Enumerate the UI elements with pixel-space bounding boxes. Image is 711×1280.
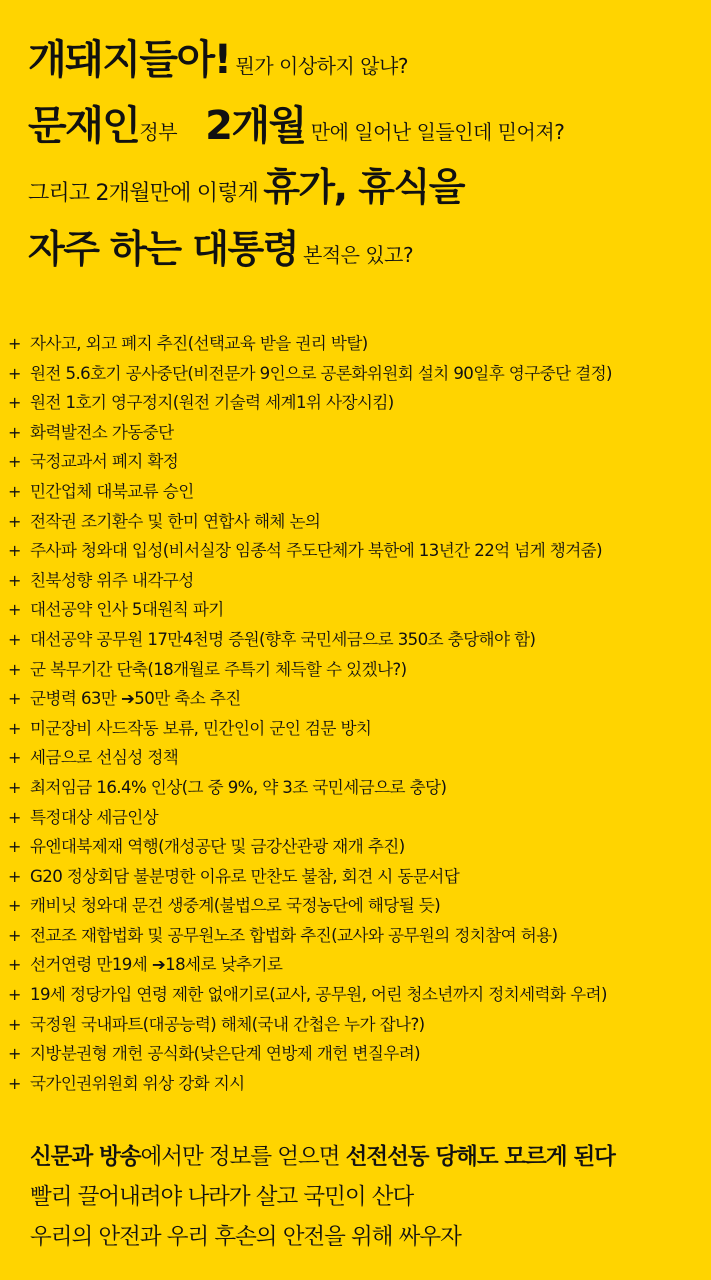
list-item: [8, 980, 708, 1010]
list-item-text: 선거연령 만19세 ➔18세로 낮추기로: [30, 955, 283, 975]
list-item-text: 캐비닛 청와대 문건 생중계(불법으로 국정농단에 해당될 듯): [30, 896, 441, 916]
headline-two-months: 2개월: [205, 103, 306, 149]
plus-bullet-icon: +: [8, 511, 21, 531]
closing-propaganda: 선전선동 당해도 모르게 된다: [345, 1144, 615, 1170]
plus-bullet-icon: +: [8, 985, 21, 1005]
plus-bullet-icon: +: [8, 481, 21, 501]
plus-bullet-icon: +: [8, 334, 21, 353]
list-item-text: G20 정상회담 불분명한 이유로 만찬도 불참, 회견 시 동문서답: [30, 866, 460, 886]
list-item: [8, 743, 708, 773]
list-item-text: 유엔대북제재 역행(개성공단 및 금강산관광 재개 추진): [30, 837, 405, 857]
closing-info-text: 에서만 정보를 얻으면: [140, 1144, 346, 1170]
plus-bullet-icon: +: [8, 777, 21, 797]
list-item-text: 세금으로 선심성 정책: [30, 748, 179, 768]
list-item-text: 대선공약 공무원 17만4천명 증원(향후 국민세금으로 350조 충당해야 함): [30, 629, 536, 649]
list-item-text: 민간업체 대북교류 승인: [30, 481, 194, 501]
list-item: [8, 921, 708, 951]
list-item-text: 지방분권형 개헌 공식화(낮은단계 연방제 개헌 변질우려): [30, 1044, 421, 1064]
headline-line-2: [28, 103, 565, 149]
list-item: [8, 891, 708, 921]
plus-bullet-icon: +: [8, 659, 21, 679]
plus-bullet-icon: +: [8, 1044, 21, 1064]
list-item-text: 군 복무기간 단축(18개월로 주특기 체득할 수 있겠나?): [30, 659, 407, 679]
plus-bullet-icon: +: [8, 837, 21, 857]
plus-bullet-icon: +: [8, 363, 21, 383]
list-item: [8, 536, 708, 566]
plus-bullet-icon: +: [8, 718, 21, 738]
list-item: [8, 625, 708, 655]
plus-bullet-icon: +: [8, 600, 21, 620]
list-item: [8, 507, 708, 537]
plus-bullet-icon: +: [8, 896, 21, 916]
plus-bullet-icon: +: [8, 807, 21, 827]
list-item: [8, 684, 708, 714]
list-item-text: 군병력 63만 ➔50만 축소 추진: [30, 689, 241, 709]
headline-ever-seen: 본적은 있고?: [303, 243, 414, 267]
list-item-text: 국정교과서 폐지 확정: [30, 452, 179, 472]
list-item-text: 특정대상 세금인상: [30, 807, 159, 827]
list-item-text: 전교조 재합법화 및 공무원노조 합법화 추진(교사와 공무원의 정치참여 허용): [30, 925, 558, 945]
headline-government: 정부: [139, 120, 178, 144]
headline-vacation: 휴가, 휴식을: [263, 165, 464, 209]
plus-bullet-icon: +: [8, 1014, 21, 1034]
headline-line-1: [28, 37, 408, 83]
headline-president: 자주 하는 대통령: [28, 227, 298, 271]
list-item-text: 전작권 조기환수 및 한미 연합사 해체 논의: [30, 511, 321, 531]
list-item: [8, 447, 708, 477]
list-item-text: 19세 정당가입 연령 제한 없애기로(교사, 공무원, 어린 청소년까지 정치세력화 우려): [30, 985, 607, 1005]
list-item: [8, 803, 708, 833]
closing-line-2: 빨리 끌어내려야 나라가 살고 국민이 산다: [30, 1184, 414, 1210]
list-item-text: 원전 5.6호기 공사중단(비전문가 9인으로 공론화위원회 설치 90일후 영구중단 결정): [30, 363, 612, 383]
plus-bullet-icon: +: [8, 689, 21, 709]
list-item: [8, 329, 708, 359]
list-item: [8, 1010, 708, 1040]
headline-and-then: 그리고 2개월만에 이렇게: [28, 181, 259, 206]
list-item-text: 친북성향 위주 내각구성: [30, 570, 194, 590]
list-item: [8, 862, 708, 892]
plus-bullet-icon: +: [8, 452, 21, 472]
headline-line-4: [28, 227, 414, 271]
list-item-text: 대선공약 인사 5대원칙 파기: [30, 600, 224, 620]
plus-bullet-icon: +: [8, 422, 21, 442]
list-item-text: 국가인권위원회 위상 강화 지시: [30, 1073, 245, 1093]
list-item-text: 최저임금 16.4% 인상(그 중 9%, 약 3조 국민세금으로 충당): [30, 777, 447, 797]
list-item: [8, 477, 708, 507]
plus-bullet-icon: +: [8, 541, 21, 561]
closing-block: [30, 1137, 710, 1257]
closing-line-1: [30, 1137, 710, 1177]
list-item-text: 자사고, 외고 폐지 추진(선택교육 받을 권리 박탈): [30, 334, 368, 353]
plus-bullet-icon: +: [8, 925, 21, 945]
plus-bullet-icon: +: [8, 748, 21, 768]
list-item: [8, 595, 708, 625]
list-item-text: 주사파 청와대 입성(비서실장 임종석 주도단체가 북한에 13년간 22억 넘게 챙겨줌): [30, 541, 602, 561]
list-item: [8, 566, 708, 596]
plus-bullet-icon: +: [8, 393, 21, 413]
list-item-text: 화력발전소 가동중단: [30, 422, 174, 442]
list-item: [8, 832, 708, 862]
headline-believe: 만에 일어난 일들인데 믿어져?: [310, 120, 565, 144]
list-item-text: 미군장비 사드작동 보류, 민간인이 군인 검문 방치: [30, 718, 372, 738]
plus-bullet-icon: +: [8, 866, 21, 886]
plus-bullet-icon: +: [8, 629, 21, 649]
headline-moon: 문재인: [28, 103, 140, 149]
list-item-text: 국정원 국내파트(대공능력) 해체(국내 간첩은 누가 잡나?): [30, 1014, 425, 1034]
grievance-list: [8, 329, 708, 1098]
closing-media: 신문과 방송: [30, 1144, 141, 1170]
list-item: [8, 950, 708, 980]
list-item-text: 원전 1호기 영구정지(원전 기술력 세계1위 사장시킴): [30, 393, 394, 413]
list-item: [8, 655, 708, 685]
list-item: [8, 1069, 708, 1099]
plus-bullet-icon: +: [8, 955, 21, 975]
list-item: [8, 1039, 708, 1069]
headline-question: 뭔가 이상하지 않냐?: [235, 54, 408, 78]
list-item: [8, 359, 708, 389]
headline-shout: 개돼지들아!: [28, 37, 231, 83]
plus-bullet-icon: +: [8, 570, 21, 590]
plus-bullet-icon: +: [8, 1073, 21, 1093]
headline-line-3: [28, 165, 464, 209]
list-item: [8, 773, 708, 803]
closing-line-3: 우리의 안전과 우리 후손의 안전을 위해 싸우자: [30, 1224, 461, 1250]
list-item: [8, 714, 708, 744]
list-item: [8, 388, 708, 418]
list-item: [8, 418, 708, 448]
